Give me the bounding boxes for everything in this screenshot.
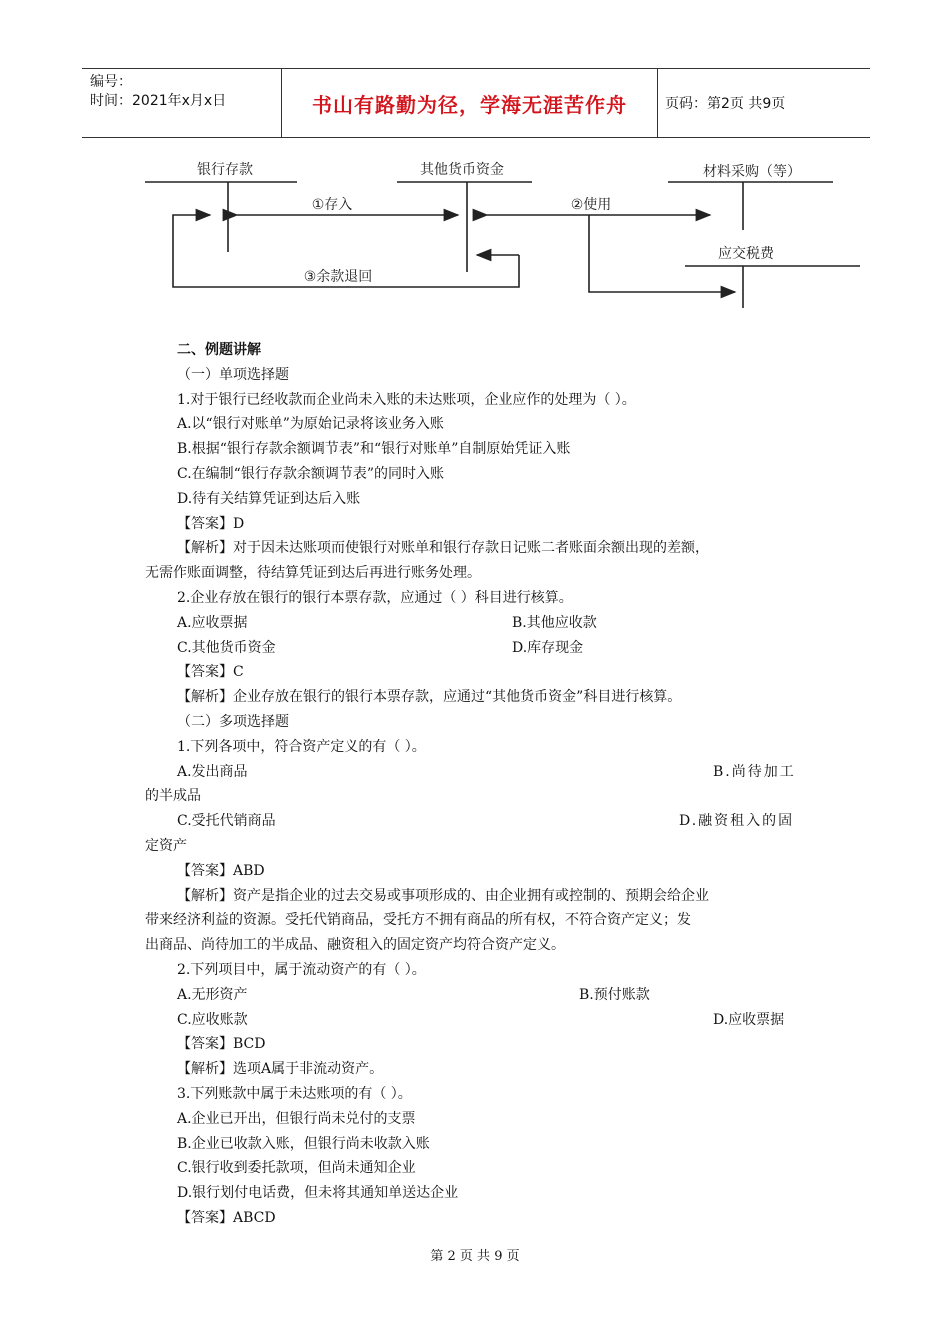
question-2: 2.企业存放在银行的银行本票存款，应通过（ ）科目进行核算。 [177, 589, 573, 606]
multi-question-2-option-d: D.应收票据 [713, 1011, 785, 1028]
question-1-answer: 【答案】D [177, 515, 245, 532]
multi-question-2-row1 [145, 983, 810, 1008]
question-1: 1.对于银行已经收款而企业尚未入账的未达账项，企业应作的处理为（ ）。 [177, 391, 636, 408]
question-2-option-b: B.其他应收款 [512, 614, 597, 631]
arrow-use-tax [589, 215, 735, 292]
label-step-deposit: ①存入 [311, 197, 353, 213]
document-number: 编号： [90, 74, 132, 90]
multi-question-1-explanation: 【解析】资产是指企业的过去交易或事项形成的、由企业拥有或控制的、预期会给企业 [177, 887, 709, 904]
question-2-explanation: 【解析】企业存放在银行的银行本票存款，应通过“其他货币资金”科目进行核算。 [177, 689, 682, 706]
question-2-option-d: D.库存现金 [512, 639, 584, 656]
question-1-explanation-cont: 无需作账面调整，待结算凭证到达后再进行账务处理。 [145, 565, 481, 582]
document-date: 时间：2021年x月x日 [90, 93, 227, 109]
page-footer: 第 2 页 共 9 页 [430, 1249, 520, 1264]
label-step-use: ②使用 [570, 197, 612, 213]
multi-question-1-option-d: D.融资租入的固 [679, 813, 795, 830]
header-page-info: 页码：第2页 共9页 [665, 96, 786, 112]
label-tax-payable: 应交税费 [718, 246, 774, 262]
multi-question-2: 2.下列项目中，属于流动资产的有（ ）。 [177, 961, 426, 978]
single-choice-heading: （一）单项选择题 [177, 366, 289, 383]
multi-question-1-row1 [145, 760, 810, 785]
multi-choice-heading: （二）多项选择题 [177, 713, 289, 730]
multi-question-1-option-d-cont: 定资产 [145, 837, 187, 854]
question-2-answer: 【答案】C [177, 664, 244, 681]
multi-question-1: 1.下列各项中，符合资产定义的有（ ）。 [177, 738, 426, 755]
multi-question-1-explanation-cont2: 出商品、尚待加工的半成品、融资租入的固定资产均符合资产定义。 [145, 937, 565, 954]
multi-question-2-option-c: C.应收账款 [177, 1011, 248, 1028]
multi-question-1-answer: 【答案】ABD [177, 862, 265, 879]
multi-question-2-option-b: B.预付账款 [579, 986, 650, 1003]
multi-question-1-option-b-cont: 的半成品 [145, 788, 201, 805]
multi-question-2-answer: 【答案】BCD [177, 1036, 266, 1053]
multi-question-1-option-c: C.受托代销商品 [177, 813, 276, 830]
multi-question-3-option-b: B.企业已收款入账，但银行尚未收款入账 [177, 1135, 430, 1152]
multi-question-1-option-a: A.发出商品 [177, 763, 248, 780]
multi-question-3-option-c: C.银行收到委托款项，但尚未通知企业 [177, 1160, 416, 1177]
label-step-refund: ③余款退回 [303, 269, 373, 285]
multi-question-2-row2 [145, 1008, 810, 1033]
header-motto: 书山有路勤为径，学海无涯苦作舟 [282, 69, 658, 137]
question-2-options-row2 [145, 636, 810, 661]
multi-question-3-option-a: A.企业已开出，但银行尚未兑付的支票 [177, 1110, 416, 1127]
multi-question-2-option-a: A.无形资产 [177, 986, 248, 1003]
question-1-option-c: C.在编制“银行存款余额调节表”的同时入账 [177, 465, 444, 482]
label-other-monetary: 其他货币资金 [420, 162, 504, 178]
header-meta [82, 69, 282, 137]
multi-question-1-option-b: B.尚待加工 [713, 763, 796, 780]
multi-question-3-option-d: D.银行划付电话费，但未将其通知单送达企业 [177, 1185, 459, 1202]
multi-question-3-answer: 【答案】ABCD [177, 1209, 276, 1226]
question-2-option-a: A.应收票据 [177, 614, 248, 631]
label-materials: 材料采购（等） [703, 164, 801, 180]
document-body [145, 338, 810, 1231]
question-1-explanation: 【解析】对于因未达账项而使银行对账单和银行存款日记账二者账面余额出现的差额， [177, 540, 709, 557]
question-1-option-a: A.以“银行对账单”为原始记录将该业务入账 [177, 416, 444, 433]
question-2-option-c: C.其他货币资金 [177, 639, 276, 656]
multi-question-3: 3.下列账款中属于未达账项的有（ ）。 [177, 1085, 412, 1102]
multi-question-2-explanation: 【解析】选项A属于非流动资产。 [177, 1061, 384, 1078]
multi-question-1-explanation-cont: 带来经济利益的资源。受托代销商品，受托方不拥有商品的所有权，不符合资产定义；发 [145, 912, 691, 929]
page-header [82, 68, 870, 138]
question-1-option-d: D.待有关结算凭证到达后入账 [177, 490, 361, 507]
account-flow-diagram [0, 150, 950, 320]
multi-question-1-row2 [145, 809, 810, 834]
label-bank-deposit: 银行存款 [197, 162, 253, 178]
question-1-option-b: B.根据“银行存款余额调节表”和“银行对账单”自制原始凭证入账 [177, 441, 571, 458]
section-title: 二、例题讲解 [177, 342, 261, 358]
question-2-options-row1 [145, 611, 810, 636]
